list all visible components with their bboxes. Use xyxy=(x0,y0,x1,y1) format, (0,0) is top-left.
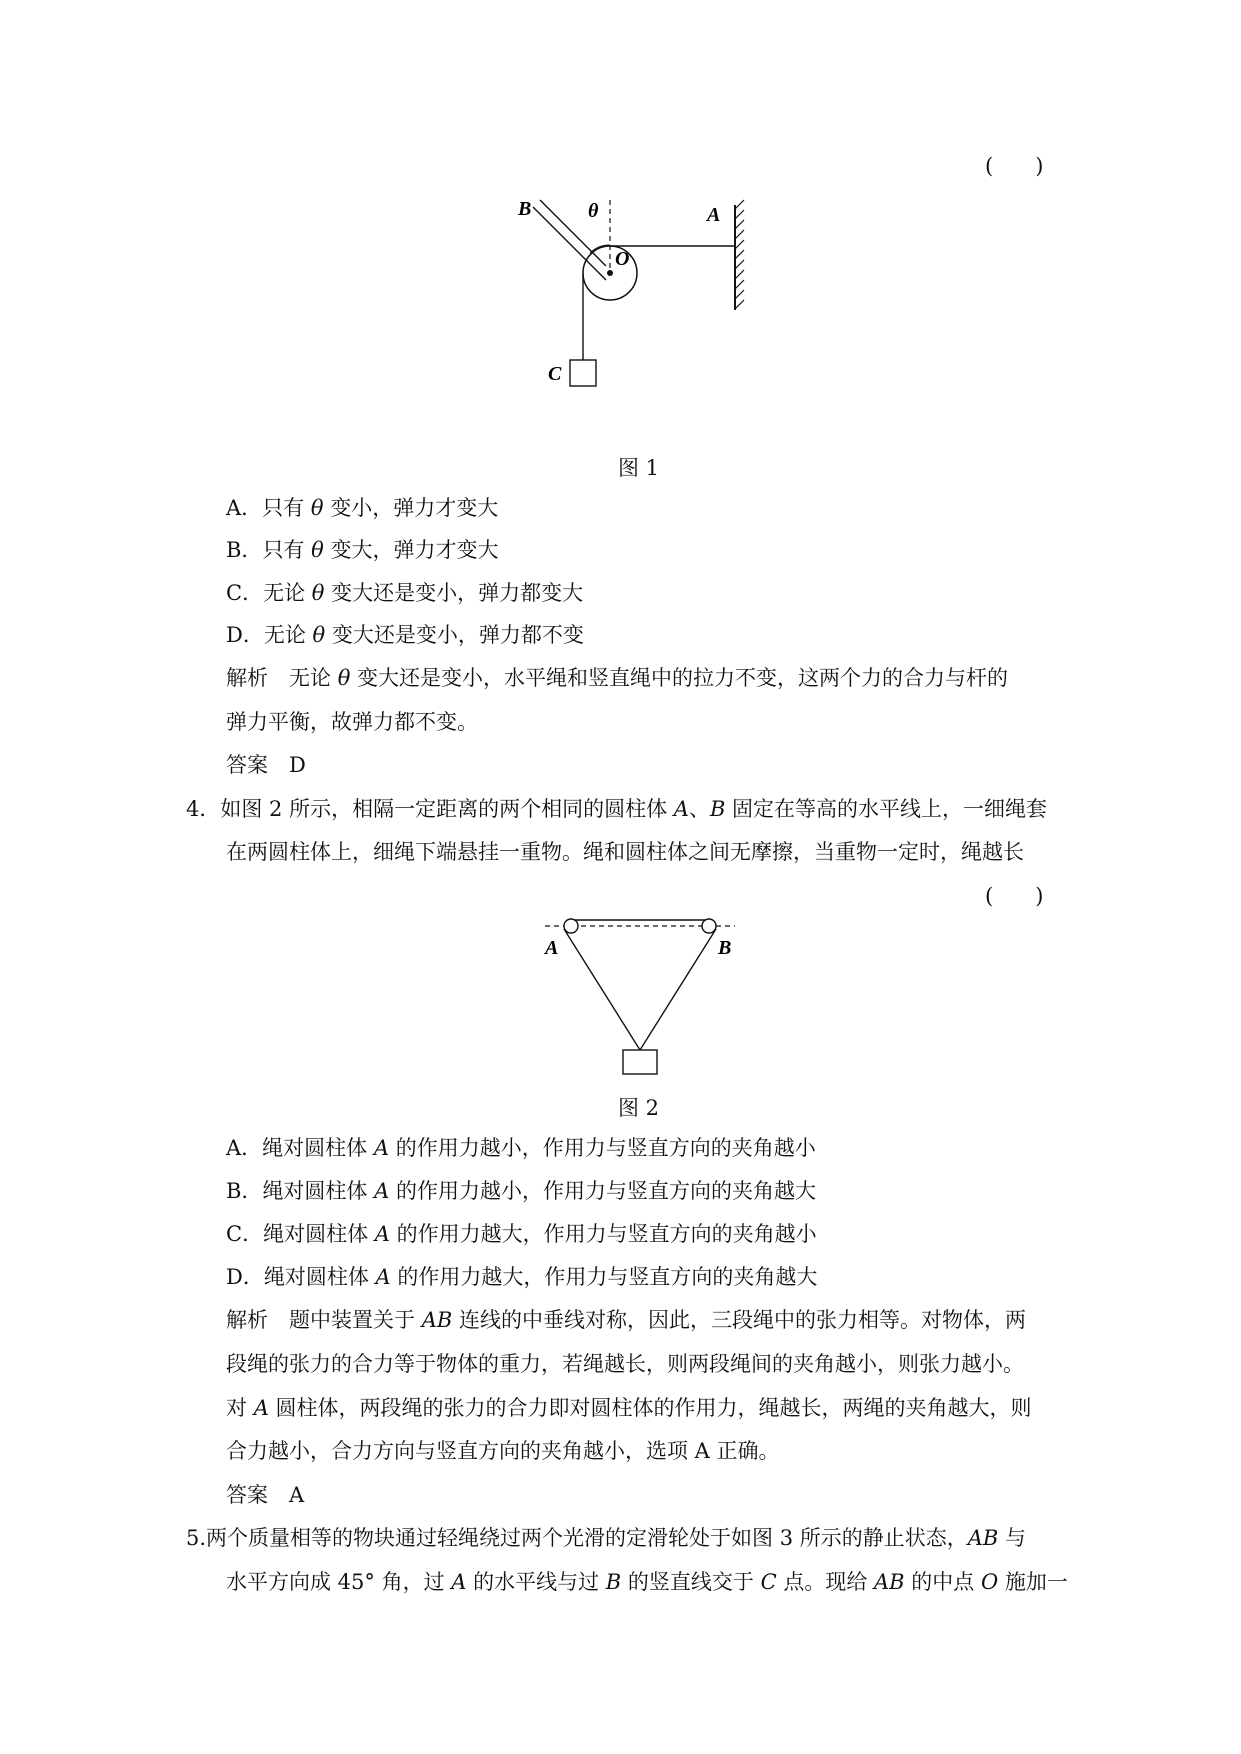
answer-bracket: ( ) xyxy=(985,154,1044,178)
q4-option-d: D．绳对圆柱体 A 的作用力越大，作用力与竖直方向的夹角越大 xyxy=(226,1265,818,1289)
q4-analysis-line-4: 合力越小，合力方向与竖直方向的夹角越小，选项 A 正确。 xyxy=(226,1439,780,1463)
cylinder-b xyxy=(702,919,716,933)
q4-option-c: C．绳对圆柱体 A 的作用力越大，作用力与竖直方向的夹角越小 xyxy=(226,1222,817,1246)
q4-stem-line-2: 在两圆柱体上，细绳下端悬挂一重物。绳和圆柱体之间无摩擦，当重物一定时，绳越长 xyxy=(226,840,1024,864)
q5-stem-line-2: 水平方向成 45° 角，过 A 的水平线与过 B 的竖直线交于 C 点。现给 AB 的中点 O 施加一 xyxy=(226,1570,1068,1594)
q4-analysis-line-2: 段绳的张力的合力等于物体的重力，若绳越长，则两段绳间的夹角越小，则张力越小。 xyxy=(226,1352,1024,1376)
q4-stem-line-1: 4．如图 2 所示，相隔一定距离的两个相同的圆柱体 A、B 固定在等高的水平线上，一细绳套 xyxy=(186,797,1048,821)
label-a: A xyxy=(707,204,721,226)
q3-option-b: B．只有 θ 变大，弹力才变大 xyxy=(226,538,499,562)
q4-option-a: A．绳对圆柱体 A 的作用力越小，作用力与竖直方向的夹角越小 xyxy=(226,1136,816,1160)
label-c: C xyxy=(548,363,562,385)
q3-analysis-line-1: 解析 无论 θ 变大还是变小，水平绳和竖直绳中的拉力不变，这两个力的合力与杆的 xyxy=(226,666,1009,690)
q4-answer-bracket: ( ) xyxy=(985,884,1044,908)
q3-answer: 答案 D xyxy=(226,753,306,777)
weight-c-box xyxy=(570,360,596,386)
label-a: A xyxy=(545,937,559,959)
q4-analysis-line-3: 对 A 圆柱体，两段绳的张力的合力即对圆柱体的作用力，绳越长，两绳的夹角越大，则 xyxy=(226,1396,1032,1420)
right-rope xyxy=(640,929,716,1050)
figure-2-caption: 图 2 xyxy=(618,1096,660,1120)
figure-1-diagram xyxy=(520,195,760,435)
q3-analysis-line-2: 弹力平衡，故弹力都不变。 xyxy=(226,710,478,734)
wall-hatching xyxy=(735,200,744,309)
q4-answer: 答案 A xyxy=(226,1483,305,1507)
left-rope xyxy=(564,929,640,1050)
cylinder-a xyxy=(564,919,578,933)
q4-option-b: B．绳对圆柱体 A 的作用力越小，作用力与竖直方向的夹角越大 xyxy=(226,1179,816,1203)
pulley-center xyxy=(607,270,613,276)
q4-analysis-line-1: 解析 题中装置关于 AB 连线的中垂线对称，因此，三段绳中的张力相等。对物体，两 xyxy=(226,1308,1026,1332)
figure-1-caption: 图 1 xyxy=(618,456,660,480)
q3-option-c: C．无论 θ 变大还是变小，弹力都变大 xyxy=(226,581,584,605)
label-b: B xyxy=(518,198,532,220)
weight-box xyxy=(623,1050,657,1074)
q3-option-a: A．只有 θ 变小，弹力才变大 xyxy=(226,496,499,520)
label-o: O xyxy=(615,248,630,270)
label-b: B xyxy=(718,937,732,959)
q3-option-d: D．无论 θ 变大还是变小，弹力都不变 xyxy=(226,623,584,647)
label-theta: θ xyxy=(588,200,599,222)
figure-2-diagram xyxy=(535,912,745,1087)
q5-stem-line-1: 5.两个质量相等的物块通过轻绳绕过两个光滑的定滑轮处于如图 3 所示的静止状态，AB 与 xyxy=(186,1526,1027,1550)
